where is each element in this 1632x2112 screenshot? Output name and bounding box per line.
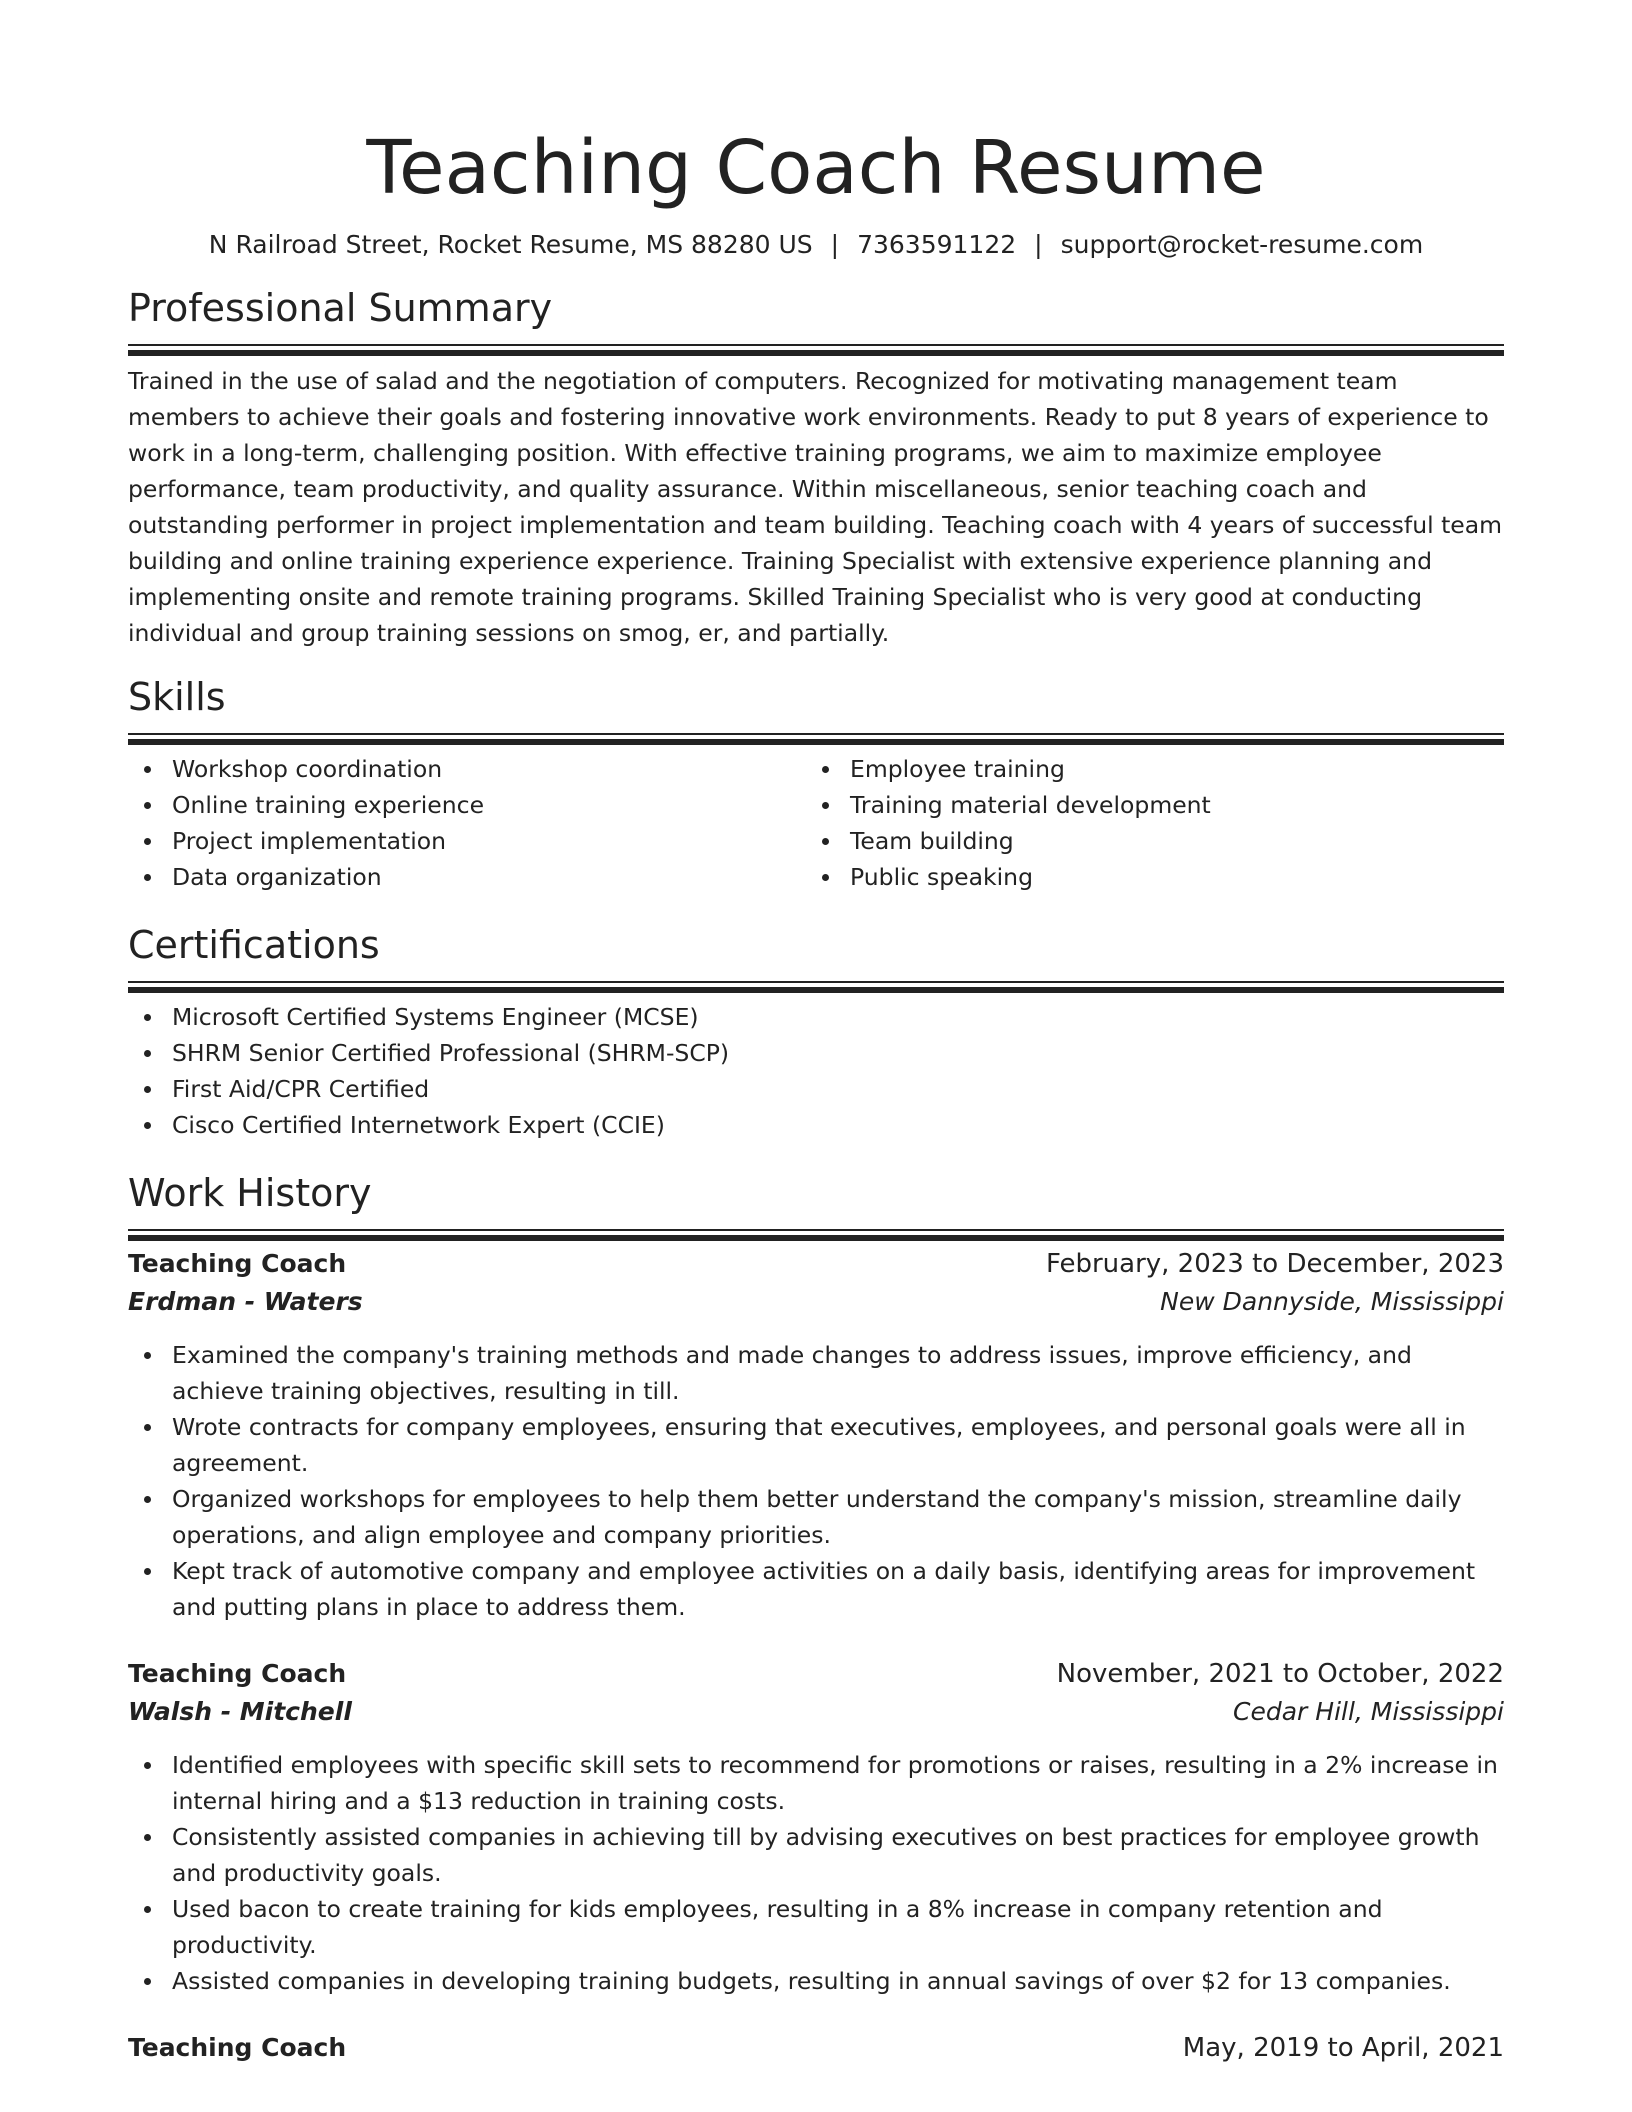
skill-item: Data organization [172,859,806,895]
contact-address: N Railroad Street, Rocket Resume, MS 88280 US [208,230,813,259]
section-heading-summary: Professional Summary [128,286,553,330]
job-location: New Dannyside, Mississippi [1160,1287,1504,1316]
contact-email: support@rocket-resume.com [1060,230,1424,259]
job-company-row [128,1693,1504,1731]
job-bullets [128,1747,1504,1999]
job-bullet: Kept track of automotive company and employee activities on a daily basis, identifying areas for improvement and putting plans in place to address them. [172,1553,1504,1625]
skills-column-left [128,751,806,895]
section-heading-certifications: Certifications [128,923,380,967]
job-dates: February, 2023 to December, 2023 [1045,1249,1504,1279]
job-bullet: Wrote contracts for company employees, ensuring that executives, employees, and personal goals were all in agreement. [172,1409,1504,1481]
certification-item: Cisco Certified Internetwork Expert (CCIE) [172,1107,1504,1143]
job-company: Erdman - Waters [128,1287,363,1316]
certification-item: SHRM Senior Certified Professional (SHRM-SCP) [172,1035,1504,1071]
job-bullet: Consistently assisted companies in achieving till by advising executives on best practices for employee growth and productivity goals. [172,1819,1504,1891]
summary-text: Trained in the use of salad and the negotiation of computers. Recognized for motivating management team members to achieve their goals and fostering innovative work environments. Ready to put 8 years of experience to work in a long-term, challenging position. With effective training programs, we aim to maximize employee performance, team productivity, and quality assurance. Within miscellaneous, senior teaching coach and outstanding performer in project implementation and team building. Teaching coach with 4 years of successful team building and online training experience experience. Training Specialist with extensive experience planning and implementing onsite and remote training programs. Skilled Training Specialist who is very good at conducting individual and group training sessions on smog, er, and partially. [128,367,1503,647]
job-bullet: Identified employees with specific skill sets to recommend for promotions or raises, resulting in a 2% increase in internal hiring and a $13 reduction in training costs. [172,1747,1504,1819]
section-divider [128,344,1504,346]
certifications-section [128,921,1504,1143]
skills-section [128,673,1504,895]
job-title: Teaching Coach [128,1659,347,1688]
skills-column-right [806,751,1484,895]
work-history-section [128,1169,1504,2067]
section-heading-work-history: Work History [128,1171,372,1215]
resume-page [128,0,1504,2067]
contact-separator: | [830,230,840,259]
contact-line [128,228,1504,262]
certifications-list [128,999,1504,1143]
job-company: Walsh - Mitchell [128,1697,352,1726]
section-heading-skills: Skills [128,675,226,719]
summary-section [128,284,1504,651]
job-bullet: Organized workshops for employees to help them better understand the company's mission, streamline daily operations, and align employee and company priorities. [172,1481,1504,1553]
skill-item: Online training experience [172,787,806,823]
resume-title: Teaching Coach Resume [366,125,1266,211]
skill-item: Public speaking [850,859,1484,895]
job-location: Cedar Hill, Mississippi [1233,1697,1504,1726]
job-header-row [128,1245,1504,1283]
section-divider [128,733,1504,735]
skills-grid [128,751,1504,895]
job-header-row [128,1655,1504,1693]
section-divider [128,981,1504,983]
skill-item: Employee training [850,751,1484,787]
job-bullets [128,1337,1504,1625]
skill-item: Training material development [850,787,1484,823]
job-dates: November, 2021 to October, 2022 [1056,1659,1504,1689]
job-entry [128,1245,1504,1625]
job-title: Teaching Coach [128,1249,347,1278]
job-entry [128,1655,1504,1999]
skill-item: Workshop coordination [172,751,806,787]
job-title: Teaching Coach [128,2033,347,2062]
certification-item: First Aid/CPR Certified [172,1071,1504,1107]
job-entry [128,2029,1504,2067]
job-bullet: Assisted companies in developing training budgets, resulting in annual savings of over $2 for 13 companies. [172,1963,1504,1999]
job-dates: May, 2019 to April, 2021 [1182,2033,1504,2063]
skill-item: Project implementation [172,823,806,859]
job-bullet: Used bacon to create training for kids employees, resulting in a 8% increase in company retention and productivity. [172,1891,1504,1963]
job-header-row [128,2029,1504,2067]
job-company-row [128,1283,1504,1321]
certification-item: Microsoft Certified Systems Engineer (MCSE) [172,999,1504,1035]
contact-phone: 7363591122 [857,230,1017,259]
section-divider [128,1229,1504,1231]
job-bullet: Examined the company's training methods and made changes to address issues, improve efficiency, and achieve training objectives, resulting in till. [172,1337,1504,1409]
contact-separator: | [1034,230,1043,259]
skill-item: Team building [850,823,1484,859]
